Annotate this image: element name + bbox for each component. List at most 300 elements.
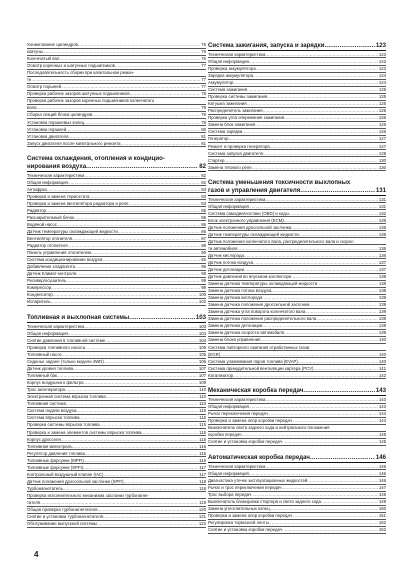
dot-leader bbox=[51, 285, 200, 290]
toc-entry-title: тателя bbox=[27, 499, 41, 505]
toc-entry-title: (EGR) bbox=[208, 351, 221, 357]
toc-entry[interactable] bbox=[208, 323, 386, 328]
toc-entry[interactable] bbox=[208, 122, 386, 127]
toc-entry-page: 127 bbox=[378, 143, 386, 149]
toc-entry[interactable] bbox=[27, 173, 206, 178]
toc-entry[interactable] bbox=[208, 129, 386, 134]
toc-entry[interactable] bbox=[208, 101, 386, 106]
toc-entry-page: 83 bbox=[201, 186, 206, 192]
toc-entry[interactable] bbox=[208, 80, 386, 85]
toc-entry[interactable] bbox=[27, 141, 206, 146]
toc-entry[interactable] bbox=[208, 267, 386, 272]
dot-leader bbox=[265, 52, 377, 57]
toc-entry-title: Ресивер/осушитель bbox=[27, 278, 67, 284]
dot-leader bbox=[65, 387, 198, 392]
toc-entry[interactable] bbox=[208, 274, 386, 279]
toc-entry[interactable] bbox=[27, 472, 206, 477]
toc-entry-title: Антифриз bbox=[27, 186, 47, 192]
toc-entry[interactable] bbox=[27, 120, 206, 125]
toc-entry[interactable] bbox=[208, 432, 386, 437]
toc-entry[interactable] bbox=[27, 222, 206, 227]
toc-entry-title: Хонингование цилиндров bbox=[27, 42, 78, 47]
entry-divider bbox=[208, 378, 386, 379]
toc-entry[interactable] bbox=[27, 63, 206, 68]
toc-entry-page: 143 bbox=[378, 404, 386, 410]
toc-entry-title: те bbox=[27, 77, 32, 83]
toc-entry-title: Система запуска двигателя bbox=[208, 150, 263, 156]
toc-entry-page: 146 bbox=[378, 470, 386, 476]
dot-leader bbox=[53, 292, 198, 297]
toc-entry[interactable] bbox=[208, 309, 386, 314]
toc-entry[interactable] bbox=[27, 42, 206, 47]
toc-entry[interactable] bbox=[208, 158, 386, 163]
toc-entry-page: 87 bbox=[201, 235, 206, 241]
toc-entry-page: 107 bbox=[198, 373, 206, 379]
toc-entry[interactable] bbox=[27, 278, 206, 283]
toc-entry-page: 99 bbox=[201, 278, 206, 284]
dot-leader bbox=[129, 201, 201, 206]
toc-entry-title: Добавление хладагента bbox=[27, 264, 76, 270]
chapter-page: 131 bbox=[375, 186, 386, 194]
toc-entry-title: Замена датчика положения дроссельной заслонки bbox=[208, 302, 310, 308]
dot-leader bbox=[40, 500, 198, 505]
toc-entry[interactable] bbox=[27, 345, 206, 350]
toc-entry[interactable] bbox=[208, 337, 386, 342]
dot-leader bbox=[282, 439, 378, 444]
toc-entry[interactable] bbox=[27, 299, 206, 304]
toc-entry-page: 86 bbox=[201, 221, 206, 227]
dot-leader bbox=[253, 73, 378, 78]
toc-entry-page: 122 bbox=[198, 521, 206, 527]
toc-entry-title: Датчик температуры охлаждающей жидкости bbox=[208, 231, 299, 237]
toc-entry-title: Замена датчика положения распределительного вала bbox=[208, 316, 317, 322]
toc-entry[interactable] bbox=[27, 465, 206, 470]
dot-leader bbox=[309, 302, 377, 307]
toc-entry[interactable] bbox=[27, 380, 206, 385]
toc-entry[interactable] bbox=[208, 59, 386, 64]
dot-leader bbox=[72, 444, 198, 449]
dot-leader bbox=[291, 225, 378, 230]
toc-entry-page: 146 bbox=[378, 463, 386, 469]
toc-entry[interactable] bbox=[27, 352, 206, 357]
toc-entry-title: Корпус дросселя bbox=[27, 436, 61, 442]
dot-leader bbox=[307, 478, 378, 483]
toc-entry-title: Установка поршневых колец bbox=[27, 119, 85, 125]
chapter-heading[interactable] bbox=[27, 155, 206, 170]
toc-entry[interactable] bbox=[27, 394, 206, 399]
toc-entry[interactable] bbox=[27, 77, 206, 82]
toc-entry-page: 82 bbox=[201, 172, 206, 178]
chapter-heading[interactable] bbox=[208, 42, 386, 49]
dot-leader bbox=[224, 158, 377, 163]
toc-entry-title: Датчик уровня топлива bbox=[27, 366, 74, 372]
chapter-heading[interactable] bbox=[208, 454, 386, 461]
toc-entry-title: Аккумулятор bbox=[208, 80, 234, 86]
chapter-page: 82 bbox=[199, 162, 206, 170]
toc-entry[interactable] bbox=[27, 84, 206, 89]
dot-leader bbox=[305, 309, 377, 314]
toc-entry[interactable] bbox=[27, 479, 206, 484]
toc-entry[interactable] bbox=[208, 87, 386, 92]
dot-leader bbox=[229, 136, 378, 141]
toc-entry[interactable] bbox=[27, 70, 206, 75]
toc-entry-title: Рычаг и трос переключения передач bbox=[208, 485, 282, 491]
toc-entry-page: 117 bbox=[199, 471, 206, 477]
toc-entry[interactable] bbox=[208, 232, 386, 237]
dot-leader bbox=[76, 271, 200, 276]
toc-entry[interactable] bbox=[27, 250, 206, 255]
toc-entry-title: Панель управления отопителем bbox=[27, 250, 92, 256]
toc-entry[interactable] bbox=[208, 288, 386, 293]
toc-entry[interactable] bbox=[208, 345, 386, 350]
toc-entry[interactable] bbox=[27, 401, 206, 406]
toc-entry-title: Датчик положения дроссельной заслонки (SPFI) bbox=[27, 478, 124, 484]
toc-entry-title: Испаритель bbox=[27, 299, 51, 305]
toc-entry[interactable] bbox=[208, 73, 386, 78]
toc-entry[interactable] bbox=[208, 464, 386, 469]
toc-entry[interactable] bbox=[27, 444, 206, 449]
toc-entry-page: 90 bbox=[201, 250, 206, 256]
toc-entry[interactable] bbox=[208, 108, 386, 113]
toc-entry[interactable] bbox=[27, 208, 206, 213]
toc-entry[interactable] bbox=[27, 331, 206, 336]
dot-leader bbox=[284, 218, 378, 223]
toc-entry[interactable] bbox=[27, 514, 206, 519]
toc-entry-title: Замена датчика температуры охлаждающей жидкости bbox=[208, 281, 318, 287]
toc-entry[interactable] bbox=[208, 281, 386, 286]
dot-leader bbox=[233, 80, 377, 85]
toc-entry-title: Замена блока управления bbox=[208, 337, 261, 343]
toc-entry[interactable] bbox=[27, 415, 206, 420]
toc-entry-title: Датчик давления во впускном коллекторе bbox=[208, 274, 292, 280]
toc-entry[interactable] bbox=[27, 201, 206, 206]
toc-entry[interactable] bbox=[27, 243, 206, 248]
toc-entry-page: 79 bbox=[201, 105, 206, 111]
toc-entry[interactable] bbox=[27, 91, 206, 96]
toc-entry-title: Снятие и установка турбонагнетателя bbox=[27, 514, 104, 520]
toc-entry-title: Распределитель зажигания bbox=[208, 108, 263, 114]
dot-leader bbox=[247, 87, 378, 92]
dot-leader bbox=[105, 338, 198, 343]
chapter-title: Автоматическая коробка передач bbox=[208, 453, 310, 461]
toc-entry-page: 120 bbox=[198, 507, 206, 513]
toc-entry-title: Топливные форсунки (SPFI) bbox=[27, 464, 84, 470]
toc-entry[interactable] bbox=[208, 520, 386, 525]
dot-leader bbox=[66, 278, 200, 283]
toc-entry-title: Блок электронного управления (ECM) bbox=[208, 217, 284, 223]
toc-entry-title: Проверка аккумулятора bbox=[208, 66, 256, 71]
toc-entry[interactable] bbox=[27, 359, 206, 364]
toc-entry[interactable] bbox=[208, 492, 386, 497]
dot-leader bbox=[255, 122, 378, 127]
toc-entry-title: Турбонагнетатель bbox=[27, 485, 63, 491]
toc-entry[interactable] bbox=[208, 471, 386, 476]
chapter-rule bbox=[208, 50, 386, 51]
toc-entry-title: Замена тягового реле bbox=[208, 164, 252, 170]
dot-leader bbox=[321, 499, 378, 504]
left-column bbox=[27, 42, 206, 528]
toc-entry-page: 77 bbox=[201, 77, 206, 83]
dot-leader bbox=[97, 507, 197, 512]
toc-entry-page: 79 bbox=[201, 112, 206, 118]
toc-entry[interactable] bbox=[27, 338, 206, 343]
toc-entry[interactable] bbox=[208, 527, 386, 532]
toc-entry[interactable] bbox=[27, 324, 206, 329]
toc-entry-title: Сборка секций блока цилиндров bbox=[27, 112, 93, 118]
toc-entry[interactable] bbox=[208, 316, 386, 321]
chapter-heading[interactable] bbox=[208, 179, 386, 194]
toc-entry[interactable] bbox=[208, 485, 386, 490]
dot-leader bbox=[63, 486, 198, 491]
toc-entry[interactable] bbox=[27, 422, 206, 427]
toc-entry[interactable] bbox=[27, 229, 206, 234]
toc-entry[interactable] bbox=[208, 425, 386, 430]
toc-entry-page: 136 bbox=[378, 252, 386, 258]
toc-entry-title: Топливная система bbox=[27, 401, 66, 407]
toc-entry-page: 118 bbox=[199, 485, 206, 491]
toc-entry[interactable] bbox=[27, 112, 206, 117]
toc-entry-title: Техническая характеристика bbox=[208, 196, 266, 202]
toc-entry[interactable] bbox=[27, 194, 206, 199]
toc-entry[interactable] bbox=[27, 292, 206, 297]
toc-entry[interactable] bbox=[208, 359, 386, 364]
toc-entry-page: 83 bbox=[201, 193, 206, 199]
toc-entry[interactable] bbox=[27, 134, 206, 139]
toc-entry-title: коробки передач bbox=[208, 432, 242, 438]
toc-entry-title: Запуск двигателя после капитального ремонта bbox=[27, 140, 121, 146]
toc-entry[interactable] bbox=[208, 115, 386, 120]
entry-divider bbox=[208, 445, 386, 446]
toc-entry[interactable] bbox=[27, 285, 206, 290]
dot-leader bbox=[124, 479, 199, 484]
toc-entry[interactable] bbox=[208, 439, 386, 444]
chapter-heading[interactable] bbox=[208, 387, 386, 394]
toc-entry-page: 102 bbox=[198, 299, 206, 305]
toc-entry[interactable] bbox=[208, 197, 386, 202]
toc-entry-title: Датчик кислорода bbox=[208, 252, 244, 258]
toc-entry[interactable] bbox=[27, 215, 206, 220]
toc-entry[interactable] bbox=[208, 404, 386, 409]
toc-entry-title: Датчик потока воздуха bbox=[208, 259, 253, 265]
toc-entry[interactable] bbox=[27, 187, 206, 192]
toc-entry-page: 132 bbox=[378, 210, 386, 216]
entry-divider bbox=[27, 305, 206, 306]
dot-leader bbox=[68, 134, 200, 139]
toc-entry-page: 79 bbox=[201, 119, 206, 125]
dot-leader bbox=[299, 232, 378, 237]
toc-entry[interactable] bbox=[208, 136, 386, 141]
toc-entry-page: 130 bbox=[378, 164, 386, 170]
dot-leader bbox=[89, 194, 200, 199]
dot-leader bbox=[83, 465, 198, 470]
toc-entry-page: 146 bbox=[378, 477, 386, 483]
toc-entry[interactable] bbox=[208, 397, 386, 402]
chapter-heading[interactable] bbox=[27, 314, 206, 321]
toc-entry[interactable] bbox=[208, 478, 386, 483]
toc-entry[interactable] bbox=[27, 56, 206, 61]
toc-entry-title: Техническая характеристика bbox=[208, 51, 266, 57]
toc-entry[interactable] bbox=[27, 458, 206, 463]
dot-leader bbox=[85, 345, 198, 350]
toc-entry[interactable] bbox=[208, 151, 386, 156]
toc-entry[interactable] bbox=[27, 373, 206, 378]
toc-entry-page: 139 bbox=[378, 309, 386, 315]
toc-entry-title: Установка двигателя bbox=[27, 133, 69, 139]
toc-entry[interactable] bbox=[208, 506, 386, 511]
toc-entry[interactable] bbox=[27, 271, 206, 276]
toc-entry[interactable] bbox=[27, 105, 206, 110]
dot-leader bbox=[84, 120, 200, 125]
toc-entry-page: 149 bbox=[378, 492, 386, 498]
toc-entry-page: 115 bbox=[199, 415, 206, 421]
toc-entry[interactable] bbox=[27, 486, 206, 491]
toc-entry[interactable] bbox=[27, 264, 206, 269]
toc-entry-page: 104 bbox=[198, 330, 206, 336]
toc-entry[interactable] bbox=[27, 387, 206, 392]
toc-entry-page: 107 bbox=[198, 366, 206, 372]
toc-entry-page: 137 bbox=[378, 259, 386, 265]
dot-leader bbox=[265, 397, 377, 402]
toc-entry[interactable] bbox=[208, 218, 386, 223]
toc-entry[interactable] bbox=[208, 373, 386, 378]
toc-entry-title: Общая информация bbox=[27, 179, 68, 185]
toc-entry-page: 88 bbox=[201, 242, 206, 248]
toc-entry-title: Датчик температуры охлаждающей жидкости bbox=[27, 228, 118, 234]
toc-entry[interactable] bbox=[208, 418, 386, 423]
toc-entry-title: Техническая характеристика bbox=[27, 172, 85, 178]
dot-leader bbox=[73, 366, 198, 371]
dot-leader bbox=[51, 299, 198, 304]
dot-leader bbox=[241, 432, 377, 437]
toc-entry[interactable] bbox=[208, 513, 386, 518]
toc-entry-page: 123 bbox=[378, 58, 386, 64]
toc-entry-title: Проверка системы впрыска топлива bbox=[27, 422, 100, 428]
toc-entry[interactable] bbox=[27, 180, 206, 185]
toc-entry-title: Проверка и замена термостата bbox=[27, 193, 90, 199]
toc-entry[interactable] bbox=[208, 330, 386, 335]
toc-entry[interactable] bbox=[27, 366, 206, 371]
toc-entry-page: 126 bbox=[378, 122, 386, 128]
dot-leader bbox=[269, 520, 378, 525]
toc-entry-title: Стартер bbox=[208, 157, 225, 163]
toc-entry-page: 138 bbox=[378, 288, 386, 294]
toc-entry-page: 110 bbox=[199, 401, 206, 407]
dot-leader bbox=[263, 108, 378, 113]
toc-entry-page: 144 bbox=[378, 411, 386, 417]
toc-entry-title: Проверка и замена элементов системы впрыска топлива bbox=[27, 429, 142, 435]
toc-entry-page: 115 bbox=[199, 429, 206, 435]
toc-entry[interactable] bbox=[208, 204, 386, 209]
toc-entry[interactable] bbox=[208, 499, 386, 504]
toc-entry-title: Снятие и установка коробки передач bbox=[208, 439, 282, 445]
toc-entry-title: Проверка и замена вентилятора радиатора и реле bbox=[27, 200, 129, 206]
toc-entry-page: 136 bbox=[378, 245, 386, 251]
toc-entry[interactable] bbox=[208, 94, 386, 99]
toc-entry[interactable] bbox=[27, 408, 206, 413]
toc-entry-title: Техническая характеристика bbox=[208, 463, 266, 469]
toc-entry[interactable] bbox=[27, 127, 206, 132]
toc-entry-page: 124 bbox=[378, 80, 386, 86]
toc-entry[interactable] bbox=[27, 451, 206, 456]
dot-leader bbox=[244, 253, 378, 258]
toc-entry[interactable] bbox=[208, 165, 386, 170]
dot-leader bbox=[66, 401, 198, 406]
toc-entry[interactable] bbox=[27, 257, 206, 262]
dot-leader bbox=[324, 42, 374, 49]
toc-entry[interactable] bbox=[208, 52, 386, 57]
toc-entry[interactable] bbox=[208, 239, 386, 244]
toc-entry-page: 115 bbox=[199, 408, 206, 414]
chapter-title-line1: Система охлаждения, отопления и кондицио- bbox=[27, 155, 165, 163]
toc-entry-page: 147 bbox=[378, 485, 386, 491]
toc-entry-page: 121 bbox=[198, 514, 206, 520]
toc-entry-page: 125 bbox=[378, 94, 386, 100]
toc-entry[interactable] bbox=[27, 521, 206, 526]
toc-entry-title: Снятие давления в топливной системе bbox=[27, 337, 106, 343]
toc-entry[interactable] bbox=[27, 437, 206, 442]
dot-leader bbox=[66, 127, 200, 132]
dot-leader bbox=[249, 404, 378, 409]
dot-leader bbox=[303, 387, 374, 394]
toc-entry[interactable] bbox=[27, 493, 206, 498]
chapter-title: Система зажигания, запуска и зарядки bbox=[208, 42, 325, 49]
dot-leader bbox=[86, 163, 198, 170]
dot-leader bbox=[270, 144, 378, 149]
dot-leader bbox=[61, 84, 200, 89]
toc-entry[interactable] bbox=[208, 366, 386, 371]
toc-entry-page: 115 bbox=[199, 422, 206, 428]
toc-entry[interactable] bbox=[208, 295, 386, 300]
dot-leader bbox=[141, 430, 198, 435]
toc-entry-page: 139 bbox=[378, 323, 386, 329]
toc-entry-page: 152 bbox=[378, 520, 386, 526]
toc-entry-title: Проверка рабочих зазоров шатунных подшипников bbox=[27, 91, 130, 97]
toc-entry[interactable] bbox=[27, 98, 206, 103]
toc-entry[interactable] bbox=[208, 253, 386, 258]
chapter-rule bbox=[208, 195, 386, 196]
toc-entry[interactable] bbox=[208, 211, 386, 216]
toc-entry[interactable] bbox=[208, 144, 386, 149]
toc-entry[interactable] bbox=[27, 236, 206, 241]
toc-entry[interactable] bbox=[27, 507, 206, 512]
toc-entry-page: 139 bbox=[378, 330, 386, 336]
toc-entry[interactable] bbox=[208, 66, 386, 71]
toc-entry[interactable] bbox=[208, 225, 386, 230]
toc-entry-title: Проверка рабочих зазоров коренных подшипников коленчатого bbox=[27, 98, 155, 104]
toc-entry[interactable] bbox=[208, 352, 386, 357]
toc-entry[interactable] bbox=[208, 260, 386, 265]
toc-entry-title: Электронная система впрыска топлива bbox=[27, 394, 106, 400]
toc-entry-title: Конденсатор bbox=[27, 292, 53, 298]
dot-leader bbox=[85, 451, 198, 456]
toc-entry[interactable] bbox=[208, 246, 386, 251]
toc-entry-title: Катушка зажигания bbox=[208, 101, 247, 107]
dot-leader bbox=[129, 314, 195, 321]
toc-entry[interactable] bbox=[208, 411, 386, 416]
toc-entry[interactable] bbox=[208, 302, 386, 307]
toc-entry[interactable] bbox=[27, 49, 206, 54]
dot-leader bbox=[271, 288, 377, 293]
toc-entry-page: 92 bbox=[201, 257, 206, 263]
toc-entry-page: 124 bbox=[378, 73, 386, 79]
toc-entry[interactable] bbox=[27, 500, 206, 505]
toc-entry-page: 129 bbox=[378, 150, 386, 156]
toc-entry-page: 100 bbox=[198, 292, 206, 298]
dot-leader bbox=[265, 464, 377, 469]
toc-entry-title: Топливные форсунки (MPFI) bbox=[27, 457, 84, 463]
toc-entry[interactable] bbox=[27, 430, 206, 435]
toc-entry-title: Общая проверка турбонагнетателя bbox=[27, 507, 98, 513]
